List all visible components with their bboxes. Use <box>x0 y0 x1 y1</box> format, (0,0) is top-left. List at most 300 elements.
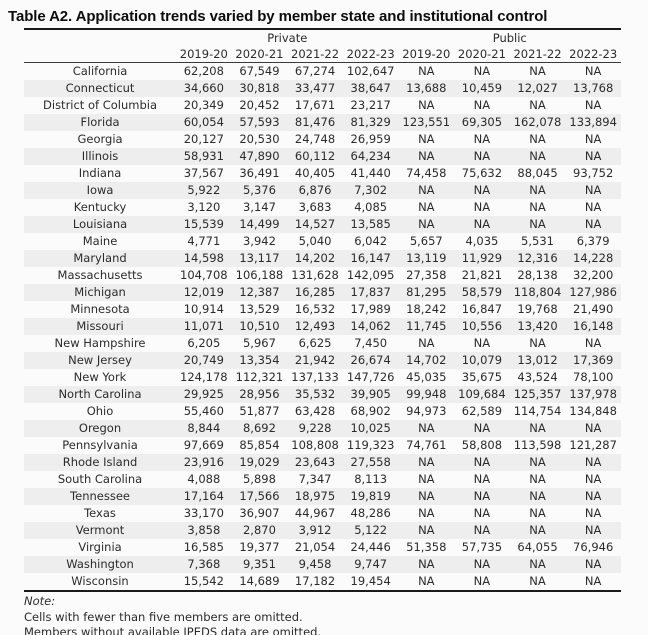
value-cell: NA <box>473 98 491 112</box>
value-cell: 137,978 <box>569 387 617 401</box>
value-cell: 58,808 <box>461 438 503 452</box>
value-cell: 5,657 <box>409 234 443 248</box>
value-cell: 39,905 <box>350 387 391 401</box>
table-row <box>24 182 621 199</box>
group-header-public: Public <box>492 31 527 45</box>
note-label: Note: <box>24 594 56 608</box>
group-header-empty-cell <box>24 29 176 46</box>
value-cell: NA <box>529 200 546 214</box>
state-cell: Iowa <box>86 183 114 197</box>
state-cell: Texas <box>84 506 116 520</box>
table-row <box>24 420 621 437</box>
value-cell: 17,566 <box>239 489 280 503</box>
value-cell: 15,539 <box>183 217 224 231</box>
value-cell: NA <box>418 421 435 435</box>
value-cell: NA <box>529 183 546 197</box>
year-header-cell: 2022-23 <box>569 47 618 61</box>
value-cell: NA <box>418 217 435 231</box>
value-cell: 64,055 <box>517 540 558 554</box>
value-cell: 14,702 <box>406 353 447 367</box>
year-header-cell: 2021-22 <box>513 47 562 61</box>
value-cell: 74,458 <box>406 166 447 180</box>
value-cell: NA <box>473 336 491 350</box>
table-row <box>24 386 621 403</box>
value-cell: 104,708 <box>180 268 228 282</box>
value-cell: 15,542 <box>183 574 224 588</box>
state-cell: Kentucky <box>73 200 127 214</box>
value-cell: 21,942 <box>294 353 336 367</box>
value-cell: 3,120 <box>187 200 221 214</box>
value-cell: 112,321 <box>235 370 284 384</box>
table-row <box>24 301 621 318</box>
value-cell: 76,946 <box>573 540 614 554</box>
value-cell: 14,228 <box>573 251 614 265</box>
value-cell: 24,748 <box>294 132 336 146</box>
value-cell: 57,593 <box>239 115 280 129</box>
value-cell: 8,113 <box>354 472 388 486</box>
value-cell: 21,054 <box>294 540 336 554</box>
value-cell: NA <box>529 472 546 486</box>
value-cell: 26,674 <box>350 353 391 367</box>
value-cell: 19,819 <box>350 489 391 503</box>
table-row <box>24 352 621 369</box>
value-cell: 7,368 <box>187 557 221 571</box>
value-cell: 5,898 <box>242 472 276 486</box>
value-cell: NA <box>418 455 435 469</box>
state-cell: North Carolina <box>58 387 142 401</box>
table-row <box>24 471 621 488</box>
value-cell: 13,688 <box>406 81 447 95</box>
value-cell: 21,821 <box>461 268 503 282</box>
table-row <box>24 454 621 471</box>
value-cell: 6,876 <box>298 183 332 197</box>
value-cell: 102,647 <box>346 64 395 78</box>
value-cell: NA <box>529 98 546 112</box>
state-cell: Maine <box>82 234 118 248</box>
table-row <box>24 165 621 182</box>
table-row <box>24 284 621 301</box>
value-cell: 3,858 <box>187 523 221 537</box>
value-cell: 35,675 <box>461 370 503 384</box>
value-cell: 8,692 <box>242 421 276 435</box>
value-cell: 97,669 <box>183 438 224 452</box>
value-cell: 69,305 <box>461 115 503 129</box>
value-cell: NA <box>473 149 491 163</box>
table-row <box>24 267 621 284</box>
value-cell: NA <box>418 523 435 537</box>
value-cell: 36,907 <box>239 506 280 520</box>
value-cell: 17,182 <box>294 574 336 588</box>
value-cell: 57,735 <box>461 540 503 554</box>
year-header-cell: 2019-20 <box>179 47 228 61</box>
state-cell: Michigan <box>74 285 126 299</box>
value-cell: 64,234 <box>350 149 391 163</box>
value-cell: NA <box>418 506 435 520</box>
value-cell: 68,902 <box>350 404 391 418</box>
value-cell: 14,689 <box>239 574 280 588</box>
group-header-row <box>24 29 621 46</box>
table-title: Table A2. Application trends varied by member state and institutional control <box>8 8 548 25</box>
value-cell: 113,598 <box>513 438 562 452</box>
value-cell: 5,531 <box>521 234 554 248</box>
table-row <box>24 318 621 335</box>
value-cell: NA <box>584 200 602 214</box>
value-cell: NA <box>473 183 491 197</box>
value-cell: 28,138 <box>517 268 558 282</box>
value-cell: NA <box>418 489 435 503</box>
state-cell: Minnesota <box>70 302 130 316</box>
state-cell: New Hampshire <box>54 336 146 350</box>
value-cell: 33,170 <box>183 506 224 520</box>
value-cell: 36,491 <box>239 166 280 180</box>
value-cell: NA <box>473 557 491 571</box>
value-cell: NA <box>584 132 602 146</box>
value-cell: 121,287 <box>569 438 617 452</box>
table-row <box>24 114 621 131</box>
state-cell: Georgia <box>77 132 123 146</box>
table-row <box>24 148 621 165</box>
value-cell: 45,035 <box>406 370 447 384</box>
value-cell: 13,420 <box>517 319 558 333</box>
value-cell: 9,747 <box>354 557 388 571</box>
value-cell: 48,286 <box>350 506 391 520</box>
value-cell: NA <box>529 217 546 231</box>
value-cell: 58,931 <box>183 149 224 163</box>
value-cell: NA <box>418 98 435 112</box>
value-cell: NA <box>529 523 546 537</box>
value-cell: 12,027 <box>517 81 558 95</box>
value-cell: 16,148 <box>573 319 614 333</box>
value-cell: 9,458 <box>298 557 332 571</box>
value-cell: 43,524 <box>517 370 558 384</box>
value-cell: 133,894 <box>569 115 617 129</box>
value-cell: 30,818 <box>239 81 280 95</box>
value-cell: 125,357 <box>513 387 562 401</box>
value-cell: 29,925 <box>183 387 224 401</box>
value-cell: NA <box>584 574 602 588</box>
value-cell: 108,808 <box>291 438 339 452</box>
value-cell: 4,771 <box>187 234 221 248</box>
value-cell: 35,532 <box>294 387 336 401</box>
value-cell: NA <box>529 149 546 163</box>
note-line-2: Members without available IPEDS data are omitted. <box>24 625 322 635</box>
value-cell: 19,454 <box>350 574 391 588</box>
table-row <box>24 403 621 420</box>
value-cell: NA <box>584 64 602 78</box>
value-cell: 6,625 <box>298 336 332 350</box>
value-cell: 13,012 <box>517 353 558 367</box>
value-cell: NA <box>473 132 491 146</box>
value-cell: 109,684 <box>458 387 506 401</box>
value-cell: 19,377 <box>239 540 280 554</box>
value-cell: 78,100 <box>573 370 614 384</box>
value-cell: NA <box>584 149 602 163</box>
value-cell: NA <box>584 472 602 486</box>
table-row <box>24 488 621 505</box>
table-row <box>24 250 621 267</box>
value-cell: 162,078 <box>513 115 562 129</box>
year-header-cell: 2020-21 <box>235 47 284 61</box>
state-cell: District of Columbia <box>43 98 158 112</box>
value-cell: 14,202 <box>294 251 336 265</box>
state-cell: Ohio <box>86 404 114 418</box>
value-cell: 14,499 <box>239 217 280 231</box>
value-cell: 147,726 <box>346 370 395 384</box>
table-row <box>24 233 621 250</box>
value-cell: NA <box>584 98 602 112</box>
value-cell: 23,643 <box>294 455 336 469</box>
value-cell: 21,490 <box>573 302 614 316</box>
state-cell: Pennsylvania <box>62 438 138 452</box>
value-cell: NA <box>529 574 546 588</box>
value-cell: 5,376 <box>242 183 276 197</box>
value-cell: 5,040 <box>298 234 332 248</box>
value-cell: 16,285 <box>294 285 336 299</box>
state-cell: Wisconsin <box>71 574 129 588</box>
value-cell: NA <box>584 336 602 350</box>
value-cell: NA <box>473 421 491 435</box>
applications-table <box>24 28 621 592</box>
value-cell: 20,349 <box>183 98 224 112</box>
value-cell: 7,302 <box>354 183 388 197</box>
value-cell: 118,804 <box>513 285 562 299</box>
value-cell: 44,967 <box>294 506 336 520</box>
value-cell: 18,242 <box>406 302 447 316</box>
value-cell: 2,870 <box>242 523 276 537</box>
value-cell: 55,460 <box>183 404 224 418</box>
value-cell: 51,877 <box>239 404 280 418</box>
value-cell: 7,347 <box>298 472 332 486</box>
year-header-cell: 2022-23 <box>346 47 395 61</box>
value-cell: 5,122 <box>354 523 388 537</box>
state-cell: Indiana <box>78 166 122 180</box>
value-cell: 19,029 <box>239 455 280 469</box>
table-body <box>24 63 621 592</box>
value-cell: 24,446 <box>350 540 391 554</box>
year-header-empty-cell <box>24 46 176 63</box>
value-cell: 13,585 <box>350 217 391 231</box>
value-cell: 16,532 <box>294 302 336 316</box>
value-cell: 7,450 <box>354 336 388 350</box>
value-cell: NA <box>418 183 435 197</box>
note <box>24 594 648 635</box>
state-cell: Vermont <box>75 523 125 537</box>
value-cell: 81,329 <box>350 115 391 129</box>
table-row <box>24 369 621 386</box>
value-cell: 18,975 <box>294 489 336 503</box>
value-cell: NA <box>418 64 435 78</box>
table-row <box>24 505 621 522</box>
value-cell: 119,323 <box>346 438 395 452</box>
value-cell: 12,019 <box>183 285 224 299</box>
value-cell: NA <box>418 200 435 214</box>
state-cell: Connecticut <box>65 81 135 95</box>
value-cell: NA <box>584 557 602 571</box>
value-cell: NA <box>529 421 546 435</box>
value-cell: 62,208 <box>183 64 224 78</box>
value-cell: NA <box>473 523 491 537</box>
value-cell: 106,188 <box>235 268 284 282</box>
value-cell: 20,749 <box>183 353 224 367</box>
value-cell: 11,929 <box>461 251 503 265</box>
value-cell: 13,768 <box>573 81 614 95</box>
value-cell: 14,598 <box>183 251 224 265</box>
value-cell: NA <box>529 336 546 350</box>
value-cell: 58,579 <box>461 285 503 299</box>
value-cell: 17,164 <box>183 489 224 503</box>
value-cell: NA <box>418 472 435 486</box>
value-cell: 3,912 <box>298 523 332 537</box>
value-cell: 10,556 <box>461 319 503 333</box>
value-cell: 27,558 <box>350 455 391 469</box>
value-cell: 62,589 <box>461 404 503 418</box>
value-cell: 67,274 <box>294 64 336 78</box>
value-cell: 34,660 <box>183 81 224 95</box>
state-cell: Maryland <box>73 251 127 265</box>
value-cell: 14,527 <box>294 217 336 231</box>
value-cell: NA <box>473 64 491 78</box>
value-cell: 4,085 <box>354 200 388 214</box>
value-cell: 99,948 <box>406 387 447 401</box>
value-cell: 12,387 <box>239 285 280 299</box>
value-cell: 5,967 <box>242 336 276 350</box>
value-cell: 10,459 <box>461 81 503 95</box>
value-cell: 85,854 <box>239 438 280 452</box>
state-cell: Massachusetts <box>57 268 143 282</box>
value-cell: NA <box>473 217 491 231</box>
value-cell: NA <box>473 489 491 503</box>
value-cell: 94,973 <box>406 404 447 418</box>
state-cell: Virginia <box>78 540 122 554</box>
value-cell: NA <box>584 217 602 231</box>
note-line-1: Cells with fewer than five members are omitted. <box>24 609 303 624</box>
value-cell: 47,890 <box>239 149 280 163</box>
value-cell: 19,768 <box>517 302 558 316</box>
year-header-cell: 2020-21 <box>457 47 506 61</box>
state-cell: California <box>72 64 128 78</box>
value-cell: 12,493 <box>294 319 336 333</box>
value-cell: 13,354 <box>239 353 280 367</box>
value-cell: NA <box>473 574 491 588</box>
value-cell: 10,914 <box>183 302 224 316</box>
value-cell: NA <box>529 132 546 146</box>
value-cell: 33,477 <box>294 81 336 95</box>
value-cell: 6,379 <box>576 234 610 248</box>
value-cell: 114,754 <box>513 404 562 418</box>
value-cell: 38,647 <box>350 81 391 95</box>
value-cell: 17,989 <box>350 302 391 316</box>
value-cell: 81,295 <box>406 285 447 299</box>
value-cell: 32,200 <box>573 268 614 282</box>
value-cell: 88,045 <box>517 166 558 180</box>
value-cell: 127,986 <box>569 285 617 299</box>
value-cell: 41,440 <box>350 166 391 180</box>
table-row <box>24 556 621 573</box>
value-cell: 67,549 <box>239 64 280 78</box>
value-cell: 131,628 <box>291 268 339 282</box>
value-cell: NA <box>529 455 546 469</box>
value-cell: NA <box>529 489 546 503</box>
value-cell: 8,844 <box>187 421 221 435</box>
state-cell: New York <box>73 370 127 384</box>
value-cell: NA <box>473 472 491 486</box>
state-cell: Rhode Island <box>62 455 138 469</box>
state-cell: South Carolina <box>57 472 143 486</box>
value-cell: 93,752 <box>573 166 614 180</box>
value-cell: 4,088 <box>187 472 221 486</box>
value-cell: NA <box>584 489 602 503</box>
value-cell: 16,147 <box>350 251 391 265</box>
value-cell: 3,942 <box>242 234 276 248</box>
value-cell: 28,956 <box>239 387 280 401</box>
table-row <box>24 97 621 114</box>
value-cell: NA <box>529 506 546 520</box>
value-cell: NA <box>584 421 602 435</box>
value-cell: 20,530 <box>239 132 280 146</box>
value-cell: 11,071 <box>183 319 224 333</box>
value-cell: NA <box>473 455 491 469</box>
table-row <box>24 216 621 233</box>
value-cell: 142,095 <box>346 268 395 282</box>
value-cell: 9,351 <box>242 557 276 571</box>
value-cell: 20,452 <box>239 98 280 112</box>
state-cell: Florida <box>80 115 120 129</box>
value-cell: NA <box>473 200 491 214</box>
value-cell: 37,567 <box>183 166 224 180</box>
value-cell: NA <box>418 132 435 146</box>
value-cell: 63,428 <box>294 404 336 418</box>
table-row <box>24 437 621 454</box>
value-cell: NA <box>473 506 491 520</box>
value-cell: 3,147 <box>242 200 276 214</box>
year-header-cell: 2021-22 <box>291 47 340 61</box>
table-row <box>24 199 621 216</box>
value-cell: 17,671 <box>294 98 336 112</box>
value-cell: 13,119 <box>406 251 447 265</box>
table-row <box>24 335 621 352</box>
value-cell: 10,079 <box>461 353 503 367</box>
value-cell: 23,916 <box>183 455 224 469</box>
table-row <box>24 131 621 148</box>
value-cell: 75,632 <box>461 166 503 180</box>
value-cell: NA <box>584 506 602 520</box>
value-cell: 13,117 <box>239 251 280 265</box>
value-cell: 137,133 <box>291 370 339 384</box>
value-cell: 124,178 <box>180 370 228 384</box>
year-header-row <box>24 46 621 63</box>
table-row <box>24 539 621 556</box>
value-cell: 40,405 <box>294 166 336 180</box>
value-cell: 14,062 <box>350 319 391 333</box>
value-cell: 17,369 <box>573 353 614 367</box>
value-cell: 5,922 <box>187 183 221 197</box>
value-cell: NA <box>418 557 435 571</box>
state-cell: Illinois <box>81 149 119 163</box>
value-cell: 9,228 <box>298 421 332 435</box>
state-cell: Louisiana <box>72 217 128 231</box>
table-row <box>24 63 621 81</box>
value-cell: 60,112 <box>294 149 336 163</box>
value-cell: 123,551 <box>402 115 451 129</box>
value-cell: 81,476 <box>294 115 336 129</box>
state-cell: Oregon <box>78 421 122 435</box>
value-cell: NA <box>418 574 435 588</box>
table-row <box>24 573 621 591</box>
value-cell: 23,217 <box>350 98 391 112</box>
value-cell: 10,025 <box>350 421 391 435</box>
value-cell: NA <box>529 557 546 571</box>
value-cell: 4,035 <box>465 234 499 248</box>
